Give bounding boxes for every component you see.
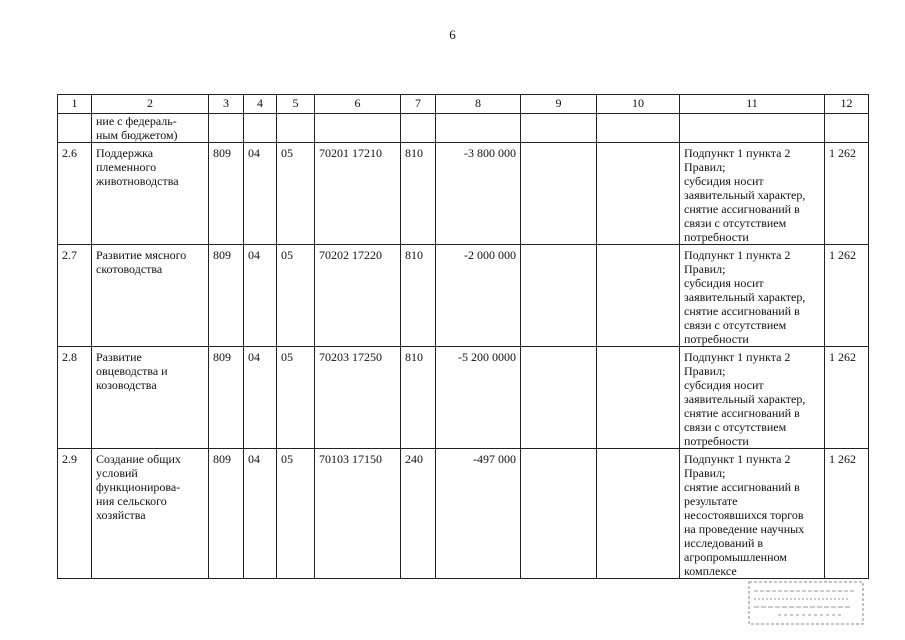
column-header: 3 — [209, 95, 244, 114]
budget-changes-table — [57, 94, 869, 579]
target-article-code: 70202 17220 — [315, 245, 401, 347]
justification: Подпункт 1 пункта 2 Правил; субсидия носит заявительный характер, снятие ассигнований в связи с отсутствием потребности — [680, 143, 825, 245]
section-code: 04 — [244, 347, 277, 449]
table-row — [58, 347, 869, 449]
item-name: Развитие мясного скотоводства — [92, 245, 209, 347]
justification: Подпункт 1 пункта 2 Правил; субсидия носит заявительный характер, снятие ассигнований в связи с отсутствием потребности — [680, 245, 825, 347]
column-header: 4 — [244, 95, 277, 114]
table-row — [58, 245, 869, 347]
item-name: Поддержка племенного животноводства — [92, 143, 209, 245]
amount-change: -3 800 000 — [436, 143, 521, 245]
subsection-code: 05 — [277, 347, 315, 449]
expense-type-code: 810 — [401, 143, 436, 245]
column-header: 5 — [277, 95, 315, 114]
expense-type-code: 240 — [401, 449, 436, 579]
continuation-row — [58, 114, 869, 143]
reference-code: 1 262 — [825, 143, 869, 245]
column-10-cell — [597, 143, 680, 245]
row-number: 2.6 — [58, 143, 92, 245]
subsection-code: 05 — [277, 449, 315, 579]
reference-code: 1 262 — [825, 347, 869, 449]
expense-type-code: 810 — [401, 245, 436, 347]
continuation-text: ние с федераль- ным бюджетом) — [92, 114, 209, 143]
ministry-code: 809 — [209, 449, 244, 579]
target-article-code: 70103 17150 — [315, 449, 401, 579]
reference-code: 1 262 — [825, 449, 869, 579]
column-header: 12 — [825, 95, 869, 114]
stamp-graphic — [748, 581, 864, 625]
justification: Подпункт 1 пункта 2 Правил; субсидия носит заявительный характер, снятие ассигнований в связи с отсутствием потребности — [680, 347, 825, 449]
amount-change: -5 200 0000 — [436, 347, 521, 449]
column-header: 7 — [401, 95, 436, 114]
column-header: 8 — [436, 95, 521, 114]
subsection-code: 05 — [277, 245, 315, 347]
item-name: Создание общих условий функционирова- ния сельского хозяйства — [92, 449, 209, 579]
subsection-code: 05 — [277, 143, 315, 245]
section-code: 04 — [244, 143, 277, 245]
table-row — [58, 143, 869, 245]
reference-code: 1 262 — [825, 245, 869, 347]
column-header: 6 — [315, 95, 401, 114]
column-10-cell — [597, 347, 680, 449]
column-9-cell — [521, 143, 597, 245]
column-header: 11 — [680, 95, 825, 114]
amount-change: -497 000 — [436, 449, 521, 579]
justification: Подпункт 1 пункта 2 Правил; снятие ассигнований в результате несостоявшихся торгов на проведение научных исследований в агропромышленном комплексе — [680, 449, 825, 579]
column-header: 1 — [58, 95, 92, 114]
row-number: 2.9 — [58, 449, 92, 579]
column-9-cell — [521, 347, 597, 449]
registration-stamp — [748, 581, 864, 625]
column-9-cell — [521, 449, 597, 579]
target-article-code: 70201 17210 — [315, 143, 401, 245]
target-article-code: 70203 17250 — [315, 347, 401, 449]
row-number: 2.8 — [58, 347, 92, 449]
page-number: 6 — [449, 27, 456, 42]
section-code: 04 — [244, 449, 277, 579]
ministry-code: 809 — [209, 347, 244, 449]
ministry-code: 809 — [209, 245, 244, 347]
amount-change: -2 000 000 — [436, 245, 521, 347]
expense-type-code: 810 — [401, 347, 436, 449]
table-row — [58, 449, 869, 579]
section-code: 04 — [244, 245, 277, 347]
item-name: Развитие овцеводства и козоводства — [92, 347, 209, 449]
column-10-cell — [597, 245, 680, 347]
ministry-code: 809 — [209, 143, 244, 245]
row-number: 2.7 — [58, 245, 92, 347]
column-10-cell — [597, 449, 680, 579]
column-header: 9 — [521, 95, 597, 114]
column-header: 10 — [597, 95, 680, 114]
header-row — [58, 95, 869, 114]
column-9-cell — [521, 245, 597, 347]
column-header: 2 — [92, 95, 209, 114]
